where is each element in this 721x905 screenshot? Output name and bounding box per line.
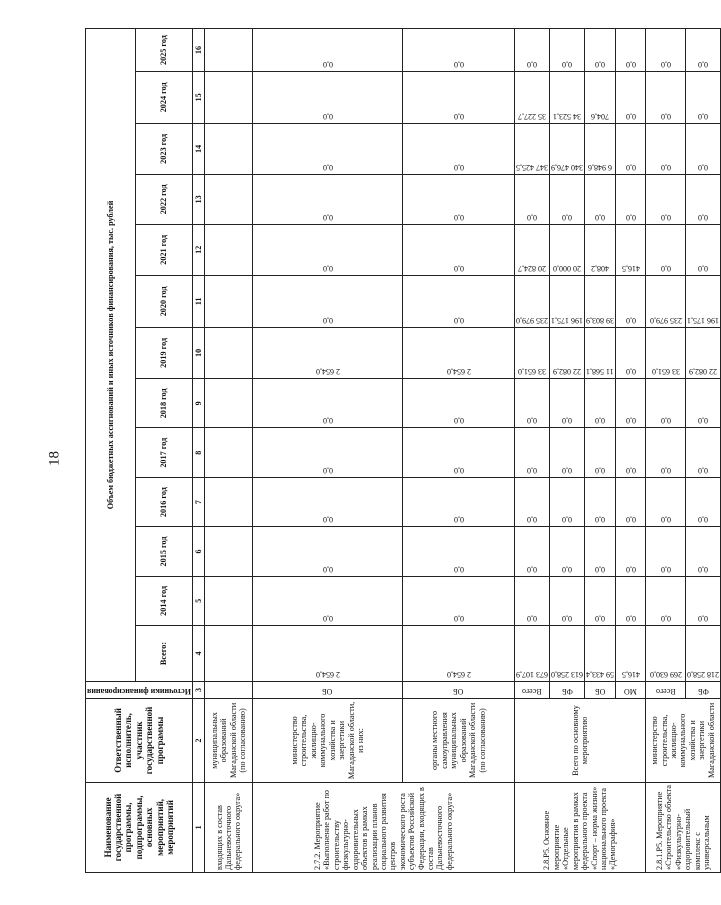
- cell-value-text: 0,0: [595, 564, 606, 574]
- cell-value-text: 33 651,0: [651, 367, 680, 377]
- cell-value: [646, 379, 686, 428]
- cell-value: [616, 276, 646, 328]
- cell-value-text: 0,0: [660, 416, 671, 426]
- cell-value: [515, 224, 550, 276]
- cell-value: [550, 477, 585, 526]
- cell-value: [515, 327, 550, 379]
- cell-value-text: 218 258,0: [687, 669, 720, 679]
- cell-value: [585, 72, 616, 124]
- header-year: 2020 год: [135, 276, 192, 328]
- cell-source: [686, 681, 721, 698]
- cell-value: [585, 576, 616, 625]
- cell-value: [646, 576, 686, 625]
- cell-source-text: ОБ: [594, 687, 606, 697]
- cell-value: [550, 29, 585, 72]
- cell-total: [646, 626, 686, 682]
- column-number: 16: [192, 29, 204, 72]
- cell-source: [646, 681, 686, 698]
- cell-value-text: 0,0: [698, 60, 709, 70]
- cell-value: [585, 123, 616, 175]
- cell-value: [686, 276, 721, 328]
- cell-value-text: 269 630,0: [649, 669, 682, 679]
- cell-value: [550, 175, 585, 224]
- column-number: 3: [192, 681, 204, 698]
- cell-value-text: 0,0: [322, 515, 333, 525]
- cell-value-text: 0,0: [595, 515, 606, 525]
- financing-table: [85, 28, 721, 873]
- cell-value: [646, 327, 686, 379]
- cell-value: [550, 327, 585, 379]
- table-row: [515, 29, 550, 873]
- header-year: 2019 год: [135, 327, 192, 379]
- cell-value: [515, 276, 550, 328]
- cell-value-text: 0,0: [322, 111, 333, 121]
- cell-value: [403, 276, 515, 328]
- cell-value-text: 0,0: [453, 465, 464, 475]
- cell-value-text: 0,0: [527, 465, 538, 475]
- cell-value: [585, 29, 616, 72]
- cell-value-text: 0,0: [660, 515, 671, 525]
- cell-value: [550, 123, 585, 175]
- cell-value: [205, 576, 253, 625]
- cell-value-text: 0,0: [660, 614, 671, 624]
- cell-total: [585, 626, 616, 682]
- cell-executor: Всего по основному мероприятию: [515, 699, 646, 783]
- cell-value: [646, 477, 686, 526]
- cell-value: [403, 123, 515, 175]
- cell-value: [205, 527, 253, 576]
- cell-source: [403, 681, 515, 698]
- cell-value: [646, 72, 686, 124]
- cell-value-text: 0,0: [698, 515, 709, 525]
- cell-value: [585, 428, 616, 477]
- cell-value-text: 6 948,6: [588, 163, 613, 173]
- cell-value: [686, 72, 721, 124]
- column-number: 9: [192, 379, 204, 428]
- cell-value-text: 0,0: [322, 163, 333, 173]
- header-year: 2015 год: [135, 527, 192, 576]
- cell-value-text: 0,0: [660, 264, 671, 274]
- cell-value: [686, 29, 721, 72]
- cell-executor: министерство строительства, жилищно-коммунального хозяйства и энергетики Магаданской области: [646, 699, 721, 783]
- cell-value: [205, 175, 253, 224]
- cell-value-text: 613 258,0: [551, 669, 584, 679]
- cell-value-text: 0,0: [625, 564, 636, 574]
- cell-executor: органы местного самоуправления муниципальных образований Магаданской области (по согласованию): [403, 699, 515, 783]
- table-row: [646, 29, 686, 873]
- cell-value-text: 0,0: [562, 465, 573, 475]
- cell-value: [253, 123, 403, 175]
- cell-value-text: 0,0: [562, 212, 573, 222]
- cell-value: [616, 477, 646, 526]
- cell-value-text: 347 425,5: [516, 163, 549, 173]
- cell-value: [253, 428, 403, 477]
- cell-value: [550, 72, 585, 124]
- cell-total: [686, 626, 721, 682]
- column-number: 11: [192, 276, 204, 328]
- cell-value-text: 0,0: [562, 60, 573, 70]
- cell-value-text: 0,0: [453, 60, 464, 70]
- cell-value-text: 0,0: [595, 60, 606, 70]
- header-year: 2014 год: [135, 576, 192, 625]
- cell-value-text: 0,0: [562, 564, 573, 574]
- cell-source: [515, 681, 550, 698]
- cell-total: [616, 626, 646, 682]
- cell-value-text: 0,0: [562, 614, 573, 624]
- cell-value-text: 704,6: [591, 111, 610, 121]
- column-number: 15: [192, 72, 204, 124]
- cell-source: [205, 681, 253, 698]
- cell-value-text: 0,0: [625, 367, 636, 377]
- cell-value: [585, 276, 616, 328]
- header-name: Наименование государственной программы, подпрограммы, основных мероприятий, мероприятий: [86, 782, 193, 872]
- cell-value-text: 0,0: [698, 564, 709, 574]
- cell-value-text: 22 082,9: [553, 367, 582, 377]
- cell-source-text: ОБ: [453, 687, 464, 697]
- cell-value-text: 0,0: [322, 465, 333, 475]
- cell-value-text: 340 476,9: [551, 163, 584, 173]
- cell-value-text: 20 824,7: [518, 264, 547, 274]
- cell-source-text: ОБ: [322, 687, 333, 697]
- cell-value: [515, 29, 550, 72]
- cell-value: [550, 527, 585, 576]
- cell-value-text: 0,0: [595, 212, 606, 222]
- cell-value: [646, 224, 686, 276]
- cell-value-text: 235 979,0: [649, 315, 682, 325]
- cell-value-text: 196 175,1: [687, 315, 720, 325]
- column-number: 14: [192, 123, 204, 175]
- cell-value: [253, 327, 403, 379]
- cell-value-text: 0,0: [698, 465, 709, 475]
- header-source: Источники финансирования: [86, 681, 193, 698]
- cell-value: [403, 224, 515, 276]
- cell-value: [585, 175, 616, 224]
- cell-value-text: 0,0: [625, 515, 636, 525]
- cell-value: [515, 576, 550, 625]
- cell-value-text: 0,0: [625, 212, 636, 222]
- cell-value-text: 0,0: [453, 264, 464, 274]
- cell-value-text: 0,0: [527, 416, 538, 426]
- cell-value: [515, 175, 550, 224]
- cell-value-text: 59 433,4: [586, 669, 615, 679]
- cell-value-text: 2 654,0: [315, 669, 340, 679]
- cell-value-text: 33 651,0: [518, 367, 547, 377]
- header-year: 2016 год: [135, 477, 192, 526]
- cell-total: [550, 626, 585, 682]
- cell-value-text: 0,0: [322, 564, 333, 574]
- cell-value-text: 0,0: [625, 416, 636, 426]
- cell-value-text: 0,0: [453, 315, 464, 325]
- cell-value: [616, 72, 646, 124]
- cell-value-text: 2 654,0: [315, 367, 340, 377]
- cell-value-text: 0,0: [625, 315, 636, 325]
- column-number: 5: [192, 576, 204, 625]
- cell-value: [585, 527, 616, 576]
- cell-value-text: 0,0: [660, 465, 671, 475]
- column-number: 10: [192, 327, 204, 379]
- cell-value-text: 0,0: [660, 60, 671, 70]
- rotated-table-wrapper: [85, 28, 720, 873]
- cell-value-text: 0,0: [625, 163, 636, 173]
- cell-value: [403, 327, 515, 379]
- cell-value-text: 0,0: [453, 111, 464, 121]
- cell-value: [253, 276, 403, 328]
- cell-value-text: 0,0: [698, 212, 709, 222]
- cell-value: [616, 527, 646, 576]
- cell-value: [686, 327, 721, 379]
- cell-total: [403, 626, 515, 682]
- cell-value: [686, 428, 721, 477]
- cell-value: [616, 379, 646, 428]
- cell-value: [646, 276, 686, 328]
- cell-value-text: 0,0: [527, 614, 538, 624]
- cell-name: входящих в состав Дальневосточного федерального округа»: [205, 782, 253, 872]
- cell-value: [253, 224, 403, 276]
- cell-value: [550, 576, 585, 625]
- cell-value-text: 0,0: [625, 60, 636, 70]
- cell-value-text: 0,0: [453, 416, 464, 426]
- cell-value-text: 2 654,0: [446, 367, 471, 377]
- cell-value-text: 0,0: [322, 212, 333, 222]
- cell-name: 2.8.P5. Основное мероприятие «Отдельные мероприятия в рамках федерального проекта «Спорт – норма жизни» национального проекта «Демография»: [515, 782, 646, 872]
- cell-value: [686, 576, 721, 625]
- cell-value: [205, 327, 253, 379]
- cell-value: [253, 576, 403, 625]
- cell-value: [646, 29, 686, 72]
- header-total: Всего:: [135, 626, 192, 682]
- cell-value: [205, 72, 253, 124]
- cell-value-text: 0,0: [527, 515, 538, 525]
- cell-value-text: 0,0: [453, 212, 464, 222]
- cell-value: [253, 72, 403, 124]
- header-year: 2017 год: [135, 428, 192, 477]
- cell-value-text: 0,0: [322, 264, 333, 274]
- cell-value: [403, 72, 515, 124]
- cell-value: [403, 428, 515, 477]
- cell-value: [205, 428, 253, 477]
- cell-value: [616, 576, 646, 625]
- cell-executor: муниципальных образований Магаданской области (по согласованию): [205, 699, 253, 783]
- cell-value: [205, 29, 253, 72]
- table-row: [253, 29, 403, 873]
- cell-value-text: 0,0: [595, 465, 606, 475]
- cell-value: [205, 477, 253, 526]
- cell-value-text: 0,0: [527, 564, 538, 574]
- cell-value-text: 235 979,0: [516, 315, 549, 325]
- column-number-row: [192, 29, 204, 873]
- cell-value: [646, 123, 686, 175]
- cell-total: [205, 626, 253, 682]
- header-year: 2025 год: [135, 29, 192, 72]
- cell-total: [515, 626, 550, 682]
- cell-value: [253, 527, 403, 576]
- cell-total: [253, 626, 403, 682]
- cell-value-text: 2 654,0: [446, 669, 471, 679]
- cell-value: [585, 224, 616, 276]
- cell-value: [550, 276, 585, 328]
- cell-value: [403, 29, 515, 72]
- cell-value: [646, 428, 686, 477]
- cell-value-text: 0,0: [625, 111, 636, 121]
- cell-value-text: 0,0: [660, 212, 671, 222]
- cell-value: [686, 224, 721, 276]
- cell-value-text: 0,0: [698, 111, 709, 121]
- cell-value: [205, 276, 253, 328]
- cell-value: [550, 428, 585, 477]
- cell-value: [515, 477, 550, 526]
- cell-value-text: 0,0: [562, 515, 573, 525]
- cell-value: [686, 527, 721, 576]
- cell-value: [515, 527, 550, 576]
- table-row: [403, 29, 515, 873]
- cell-value-text: 416,5: [621, 264, 640, 274]
- cell-value: [585, 477, 616, 526]
- cell-value: [403, 527, 515, 576]
- cell-executor: министерство строительства, жилищно-коммунального хозяйства и энергетики Магаданской области, из них:: [253, 699, 403, 783]
- cell-value: [205, 123, 253, 175]
- cell-source-text: Всего: [522, 687, 542, 697]
- header-year: 2022 год: [135, 175, 192, 224]
- cell-value-text: 0,0: [698, 163, 709, 173]
- cell-source: [616, 681, 646, 698]
- cell-value-text: 0,0: [322, 614, 333, 624]
- cell-source-text: ФБ: [697, 687, 709, 697]
- cell-value-text: 11 568,1: [586, 367, 615, 377]
- cell-value-text: 0,0: [625, 614, 636, 624]
- cell-value: [616, 175, 646, 224]
- header-executor: Ответственный исполнитель, участник государственной программы: [86, 699, 193, 783]
- column-number: 7: [192, 477, 204, 526]
- cell-value-text: 22 082,9: [689, 367, 718, 377]
- cell-name: 2.8.1.P5. Мероприятие «Строительство объекта «Физкультурно-оздоровительный комплекс с универсальным: [646, 782, 721, 872]
- cell-value: [686, 379, 721, 428]
- cell-value-text: 0,0: [453, 163, 464, 173]
- column-number: 4: [192, 626, 204, 682]
- cell-value-text: 34 523,1: [553, 111, 582, 121]
- cell-value-text: 0,0: [660, 163, 671, 173]
- cell-value-text: 0,0: [322, 60, 333, 70]
- cell-value-text: 0,0: [698, 416, 709, 426]
- cell-value-text: 408,2: [591, 264, 610, 274]
- cell-value-text: 0,0: [595, 416, 606, 426]
- cell-value-text: 0,0: [562, 416, 573, 426]
- cell-source: [253, 681, 403, 698]
- cell-value-text: 0,0: [660, 564, 671, 574]
- cell-value-text: 0,0: [322, 416, 333, 426]
- column-number: 1: [192, 782, 204, 872]
- cell-value: [403, 175, 515, 224]
- cell-source-text: МО: [624, 687, 638, 697]
- cell-value: [205, 379, 253, 428]
- cell-value: [686, 477, 721, 526]
- cell-value: [205, 224, 253, 276]
- cell-value: [616, 428, 646, 477]
- cell-value-text: 0,0: [527, 212, 538, 222]
- header-year: 2024 год: [135, 72, 192, 124]
- cell-value: [686, 175, 721, 224]
- cell-value: [515, 123, 550, 175]
- cell-value: [646, 175, 686, 224]
- cell-value-text: 0,0: [453, 515, 464, 525]
- cell-value: [616, 123, 646, 175]
- cell-value: [403, 576, 515, 625]
- table-row: [205, 29, 253, 873]
- cell-value-text: 39 803,9: [586, 315, 615, 325]
- cell-value: [403, 379, 515, 428]
- cell-value-text: 416,5: [621, 669, 640, 679]
- cell-value: [515, 72, 550, 124]
- header-year: 2021 год: [135, 224, 192, 276]
- cell-value-text: 0,0: [453, 614, 464, 624]
- cell-value: [515, 428, 550, 477]
- cell-value: [403, 477, 515, 526]
- cell-value: [253, 477, 403, 526]
- cell-value-text: 0,0: [453, 564, 464, 574]
- cell-value-text: 0,0: [595, 614, 606, 624]
- cell-value: [550, 224, 585, 276]
- cell-value: [253, 175, 403, 224]
- cell-value: [253, 29, 403, 72]
- column-number: 12: [192, 224, 204, 276]
- cell-value-text: 20 000,0: [553, 264, 582, 274]
- cell-value-text: 0,0: [660, 111, 671, 121]
- cell-value: [646, 527, 686, 576]
- cell-value-text: 0,0: [625, 465, 636, 475]
- column-number: 2: [192, 699, 204, 783]
- cell-value-text: 673 107,9: [516, 669, 549, 679]
- column-number: 8: [192, 428, 204, 477]
- cell-source: [585, 681, 616, 698]
- cell-value: [585, 379, 616, 428]
- cell-value-text: 0,0: [698, 264, 709, 274]
- header-volume: Объем бюджетных ассигнований и иных источников финансирования, тыс. рублей: [86, 29, 136, 682]
- cell-value-text: 196 175,1: [551, 315, 584, 325]
- page-number: 18: [46, 451, 63, 466]
- cell-value: [550, 379, 585, 428]
- cell-value: [616, 29, 646, 72]
- cell-value: [585, 327, 616, 379]
- cell-value: [253, 379, 403, 428]
- cell-name: 2.7.2. Мероприятие «Выполнение работ по строительству физкультурно-оздоровительных объектов в рамках реализации планов социального развития центров экономического роста субъектов Российской Федерации, входящих в состав Дальневосточного федерального округа»: [253, 782, 515, 872]
- header-year: 2018 год: [135, 379, 192, 428]
- cell-value: [515, 379, 550, 428]
- column-number: 6: [192, 527, 204, 576]
- cell-value-text: 0,0: [698, 614, 709, 624]
- cell-value-text: 0,0: [527, 60, 538, 70]
- cell-value-text: 35 227,7: [518, 111, 547, 121]
- cell-value: [616, 327, 646, 379]
- cell-value-text: 0,0: [322, 315, 333, 325]
- cell-value: [686, 123, 721, 175]
- cell-source: [550, 681, 585, 698]
- header-year: 2023 год: [135, 123, 192, 175]
- cell-value: [616, 224, 646, 276]
- cell-source-text: Всего: [655, 687, 676, 697]
- column-number: 13: [192, 175, 204, 224]
- cell-source-text: ФБ: [561, 687, 573, 697]
